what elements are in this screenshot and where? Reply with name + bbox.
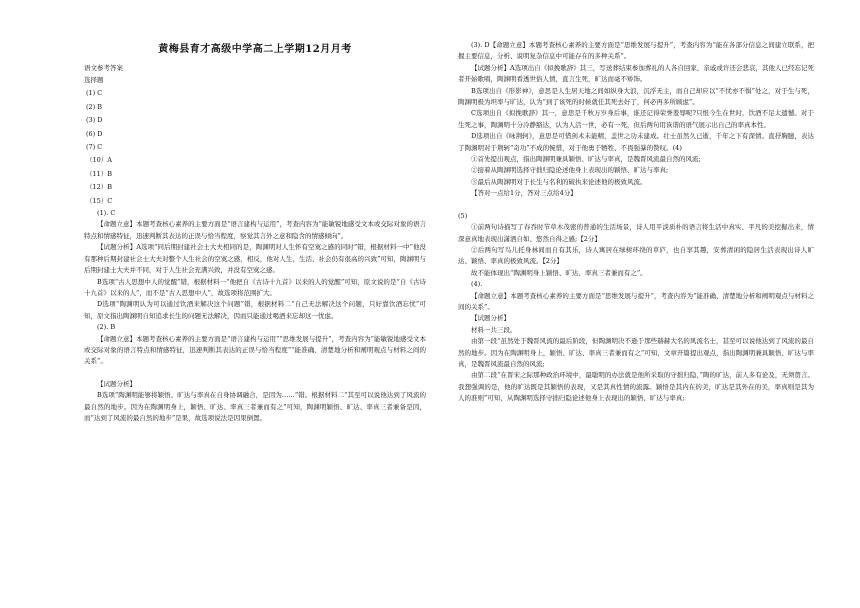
- explanation-paragraph: ①首先提出观点，指出陶渊明兼具颖悟、旷达与率真，是魏晋风流最自然的风流;: [471, 155, 701, 164]
- answer-item: （11）B: [86, 169, 113, 178]
- explanation-paragraph: B选项出自《形影神》，意思是人生居天地之间如纵身大浪，沉浮无主，而自己却应以“不忧亦不惧”处之，对于生与死，陶渊明极为坦率与旷达，认为“到了该死的时候就任其死去好了，何必再多所顾虑”。: [458, 86, 814, 107]
- right-column: [458, 0, 814, 608]
- explanation-paragraph: 由第二段“在晋宋之际那种政治环境中，最聪明的办法就是他所采取的守拙归隐，”陶的旷达，前人多有论及，无须赘言。我想强调的是，他的旷达既是其颖悟的表现，又是其真性情的流露。颖悟是其内在的美，旷达是其外在的美，率真则是其为人的准则”可知，从陶渊明选择守拙归隐论述他身上表现出的颖悟、旷达与率真;: [458, 371, 814, 403]
- answer-list: [84, 87, 426, 208]
- answer-key-subheader: 语文参考答案: [84, 64, 123, 72]
- explanation-paragraph: C选项出自《拟挽歌辞》其一，意思是千秋万岁身后事，谁还记得荣誉羞辱呢?只恨今生在世时，饮酒不足太遗憾。对于生死之事，陶渊明十分冷静豁达，认为人活一世，必有一死，但后两句用诙谐的语气展示出自己的率真本性。: [458, 109, 814, 129]
- explanation-paragraph: ①前两句诗描写了春吞时节草木茂密的普通的生活场景，诗人用平淡质朴的语言将生活中真实、平凡的美挖掘出来，情深意真地表现出潇洒自如、悠然自得之感;【2分】: [458, 223, 814, 243]
- explanation-paragraph: 材料一共三段。: [471, 325, 517, 334]
- explanation-paragraph: (4).: [471, 280, 483, 289]
- choice-section-label: 选择题: [84, 76, 104, 84]
- explanation-paragraph: 【答对一点给1分，答对三点给4分】: [471, 189, 577, 198]
- explanation-paragraph: 【试题分析】: [97, 379, 136, 388]
- answer-item: (2) B: [86, 102, 103, 111]
- answer-item: （15）C: [86, 196, 113, 205]
- explanation-paragraph: 由第一段“虽然处于魏晋风流的最后阶段，但陶渊明决不逊于那些赫赫大名的风流名士，甚至可以说他达到了风流的最自然的地步。因为在陶渊明身上，颖悟、旷达、率真三者兼而有之”可知，文章开篇提出观点，指出陶渊明兼具颖悟、旷达与率真，是魏晋风流最自然的风流;: [458, 337, 814, 368]
- explanation-paragraph: 【试题分析】A选项“同后期封建社会士大夫相同的是，陶渊明对人生怀有空寞之感的同时”错，根据材料一中“他没有那种后期封建社会士大夫对整个人生社会的空寞之感，相反，他对人生、生活、社会仍有很高的兴致”可知，陶渊明与后期封建士大夫并不同，对于人生社会充满兴致，并没有空寞之感。: [84, 243, 426, 275]
- explanation-paragraph: ②接着从陶渊明选择守拙归隐论述他身上表现出的颖悟、旷达与率真;: [471, 166, 669, 175]
- explanation-paragraph: D选项出自《咏荆轲》，意思是可惜剑术未能精，盖世之功未建成。壮士虽然久已逝，千年之下有深情。直抒胸臆，表达了陶渊明对于荆轲“奇功”不成的惋惜，对于他勇于牺牲、不畏强暴的赞叹。(4): [458, 132, 814, 152]
- page-title: 黄梅县育才高级中学高二上学期12月月考: [158, 44, 352, 55]
- answer-item: (6) D: [86, 129, 103, 138]
- explanation-paragraph: 【试题分析】A选项出自《拟挽歌辞》其三，写送葬结束参加葬礼的人各自回家，亲戚或许还会悲哀，其他人已经忘记死者开始歌唱，陶渊明看透世俗人情，直言生死，旷达而毫不矫饰。: [458, 63, 814, 84]
- explanation-paragraph: D选项“陶渊明认为可以通过饮酒来解决这个问题”错，根据材料二“自己无法解决这个问题，只好靠饮酒忘忧”可知，原文指出陶渊明自知追求长生的问题无法解决，因而只能通过喝酒来忘却这一忧虑。: [84, 300, 426, 320]
- explanation-paragraph: B选项“古人思想中人的觉醒”错，根据材料一“他把自《古诗十九首》以来的人的觉醒”可知，原文说的是“自《古诗十九首》以来的人”，而不是“古人思想中人”，故选项将范围扩大。: [84, 277, 426, 297]
- explanation-paragraph: (1). C: [97, 209, 116, 218]
- explanation-paragraph: 【试题分析】: [471, 314, 510, 323]
- explanation-paragraph: 【命题立意】本题考查核心素养的主要方面是“思维发展与提升”，考查内容为“能准确、清楚地分析和阐明观点与材料之间的关系”。: [458, 291, 814, 311]
- answer-item: (7) C: [86, 143, 103, 152]
- spacer: [458, 200, 814, 211]
- explanation-paragraph: ②后两句写鸟儿托身林间而自有其乐，诗人寓居在绿树环绕的草庐，也自享其趣，安葬清闲的隐居生活表现出诗人旷达、颖悟、率真的极致风流。【2分】: [458, 245, 814, 266]
- explanation-paragraph: ③最后从陶渊明对于长生与名利的破执来论述他的极致风流。: [471, 177, 647, 186]
- explanation-paragraph: 【命题立意】本题考查核心素养的主要方面是“语言建构与运用”“思维发展与提升”，考查内容为“能敏锐地感受文本或交际对象的语言特点和情感特征，迅速判断其表达的正误与恰当程度”“能准确、清楚地分析和阐明观点与材料之间的关系”。: [84, 334, 426, 366]
- explanation-paragraph: 【命题立意】本题考查核心素养的主要方面是“语言建构与运用”，考查内容为“能敏锐地感受文本或交际对象的语言特点和情感特征，迅速判断其表达的正误与恰当程度，察觉其言外之意和隐含的情感倾向”。: [84, 220, 426, 240]
- explanation-paragraph: (3). D【命题立意】本题考查核心素养的主要方面是“思维发展与提升”，考查内容为“能在各部分信息之间建立联系，把握主要信息，分析、说明复杂信息中可能存在的多种关系”。: [458, 41, 814, 61]
- explanation-paragraph: (2). B: [97, 323, 116, 332]
- answer-item: (1) C: [86, 89, 103, 98]
- answer-item: （12）B: [86, 183, 113, 192]
- answer-item: (3) D: [86, 116, 103, 125]
- explanation-paragraph: B选项“陶渊明能够将颖悟、旷达与率真在自身协调融合，是因为……”错。根据材料二“其至可以说他达到了风流的最自然的地步。因为在陶渊明身上，颖悟、旷达、率真三者兼而有之”可知，陶渊明颖悟、旷达、率真三者兼备是因，而“达到了风流的最自然的地步”是果，故选项说法是因果倒置。: [84, 391, 426, 422]
- explanation-paragraph: 故不能体现出“陶渊明身上颖悟、旷达、率真三者兼而有之”。: [471, 268, 647, 277]
- answer-item: （10）A: [86, 156, 112, 165]
- explanation-paragraph: (5): [458, 211, 468, 220]
- spacer: [84, 368, 426, 379]
- left-column: [84, 0, 426, 608]
